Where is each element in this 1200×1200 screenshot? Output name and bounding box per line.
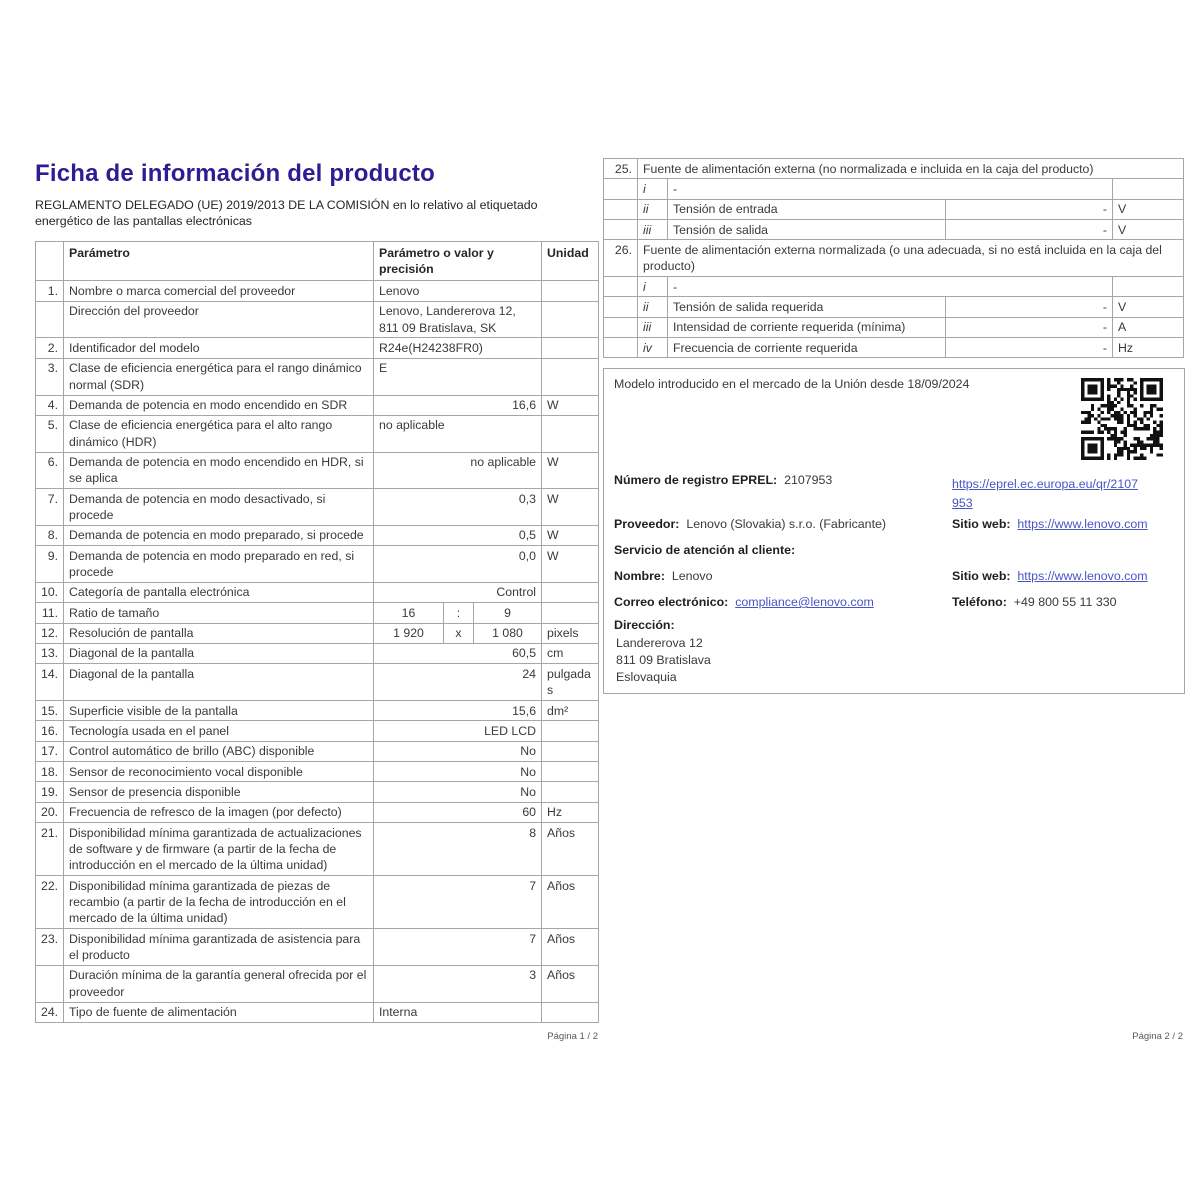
page-1-footer: Página 1 / 2 [547,1030,598,1042]
market-entry-line: Modelo introducido en el mercado de la Unión desde 18/09/2024 [614,377,970,391]
table-row: 11. Ratio de tamaño 16 : 9 [36,603,599,623]
phone-label: Teléfono: [952,595,1007,609]
email-link[interactable]: compliance@lenovo.com [735,595,874,609]
table-row: 22. Disponibilidad mínima garantizada de piezas de recambio (a partir de la fecha de introducción en el mercado de la última unidad) 7 Años [36,876,599,929]
website-row-1 [952,517,1148,531]
address-line: Landererova 12 [616,636,703,650]
table-row: 12. Resolución de pantalla 1 920 x 1 080 pixels [36,623,599,643]
power-supply-table-body [604,159,1184,358]
header-num-cell [36,241,64,281]
table-row: 5. Clase de eficiencia energética para el alto rango dinámico (HDR) no aplicable [36,415,599,452]
table-row: 17. Control automático de brillo (ABC) disponible No [36,741,599,761]
supplier-row [614,517,886,531]
table-row: 4. Demanda de potencia en modo encendido en SDR 16,6 W [36,395,599,415]
subtitle: REGLAMENTO DELEGADO (UE) 2019/2013 DE LA COMISIÓN en lo relativo al etiquetado energético de las pantallas electrónicas [35,198,538,229]
website-link-2[interactable]: https://www.lenovo.com [1017,569,1148,583]
address-heading: Dirección: [614,618,675,632]
table-row: 16. Tecnología usada en el panel LED LCD [36,721,599,741]
website-label-2: Sitio web: [952,569,1011,583]
table-row: Dirección del proveedor Lenovo, Landererova 12, 811 09 Bratislava, SK [36,301,599,338]
table-row: 2. Identificador del modelo R24e(H24238FR0) [36,338,599,358]
address-line: 811 09 Bratislava [616,653,711,667]
table-row: 6. Demanda de potencia en modo encendido en HDR, si se aplica no aplicable W [36,452,599,489]
table-row: 13. Diagonal de la pantalla 60,5 cm [36,643,599,663]
table-row: 1. Nombre o marca comercial del proveedor Lenovo [36,281,599,301]
table-row: ii Tensión de salida requerida - V [604,297,1184,317]
page-1 [35,160,598,1042]
table-row: iii Tensión de salida - V [604,220,1184,240]
table-row: 24. Tipo de fuente de alimentación Interna [36,1002,599,1022]
unit-col-header: Unidad [542,241,599,281]
power-supply-table [603,158,1184,358]
table-row: 7. Demanda de potencia en modo desactivado, si procede 0,3 W [36,489,599,526]
service-name-row [614,569,713,583]
table-row: 3. Clase de eficiencia energética para el rango dinámico normal (SDR) E [36,358,599,395]
table-row: 10. Categoría de pantalla electrónica Control [36,582,599,602]
phone-value: +49 800 55 11 330 [1013,595,1117,609]
table-row: 9. Demanda de potencia en modo preparado en red, si procede 0,0 W [36,546,599,583]
supplier-value: Lenovo (Slovakia) s.r.o. (Fabricante) [686,517,887,531]
table-row: ii Tensión de entrada - V [604,199,1184,219]
table-row: 14. Diagonal de la pantalla 24 pulgadas [36,664,599,701]
website-label: Sitio web: [952,517,1011,531]
param-col-header: Parámetro [64,241,374,281]
eprel-registration [614,473,832,487]
email-label: Correo electrónico: [614,595,729,609]
name-label: Nombre: [614,569,665,583]
page-title: Ficha de información del producto [35,160,435,187]
table-row: 18. Sensor de reconocimiento vocal disponible No [36,762,599,782]
section-header-row: 25. Fuente de alimentación externa (no normalizada e incluida en la caja del producto) [604,159,1184,179]
supplier-info-box [603,368,1185,694]
page-2 [603,158,1183,358]
table-header-row [36,241,599,281]
qr-code [1081,378,1163,460]
eprel-number: 2107953 [784,473,833,487]
eprel-label: Número de registro EPREL: [614,473,778,487]
table-row: i - [604,179,1184,199]
name-value: Lenovo [671,569,713,583]
table-row: 19. Sensor de presencia disponible No [36,782,599,802]
section-header-row: 26. Fuente de alimentación externa normalizada (o una adecuada, si no está incluida en la caja del producto) [604,240,1184,277]
eprel-qr-link[interactable]: https://eprel.ec.europa.eu/qr/2107953 [952,477,1138,511]
table-row: 23. Disponibilidad mínima garantizada de asistencia para el producto 7 Años [36,929,599,966]
website-row-2 [952,569,1148,583]
phone-row [952,595,1117,609]
website-link[interactable]: https://www.lenovo.com [1017,517,1148,531]
table-row: 15. Superficie visible de la pantalla 15,6 dm² [36,701,599,721]
supplier-label: Proveedor: [614,517,680,531]
product-table-body [36,281,599,1022]
table-row: 8. Demanda de potencia en modo preparado, si procede 0,5 W [36,525,599,545]
page-2-footer: Página 2 / 2 [1132,1031,1183,1042]
product-parameters-table [35,241,599,1023]
table-row: 20. Frecuencia de refresco de la imagen (por defecto) 60 Hz [36,802,599,822]
email-row [614,595,874,609]
table-row: Duración mínima de la garantía general ofrecida por el proveedor 3 Años [36,965,599,1002]
table-row: i - [604,277,1184,297]
table-row: iii Intensidad de corriente requerida (mínima) - A [604,317,1184,337]
value-col-header: Parámetro o valor y precisión [374,241,542,281]
address-line: Eslovaquia [616,670,677,684]
table-row: iv Frecuencia de corriente requerida - Hz [604,338,1184,358]
customer-service-heading: Servicio de atención al cliente: [614,543,796,557]
table-row: 21. Disponibilidad mínima garantizada de actualizaciones de software y de firmware (a partir de la fecha de introducción en el mercado de la última unidad) 8 Años [36,823,599,876]
